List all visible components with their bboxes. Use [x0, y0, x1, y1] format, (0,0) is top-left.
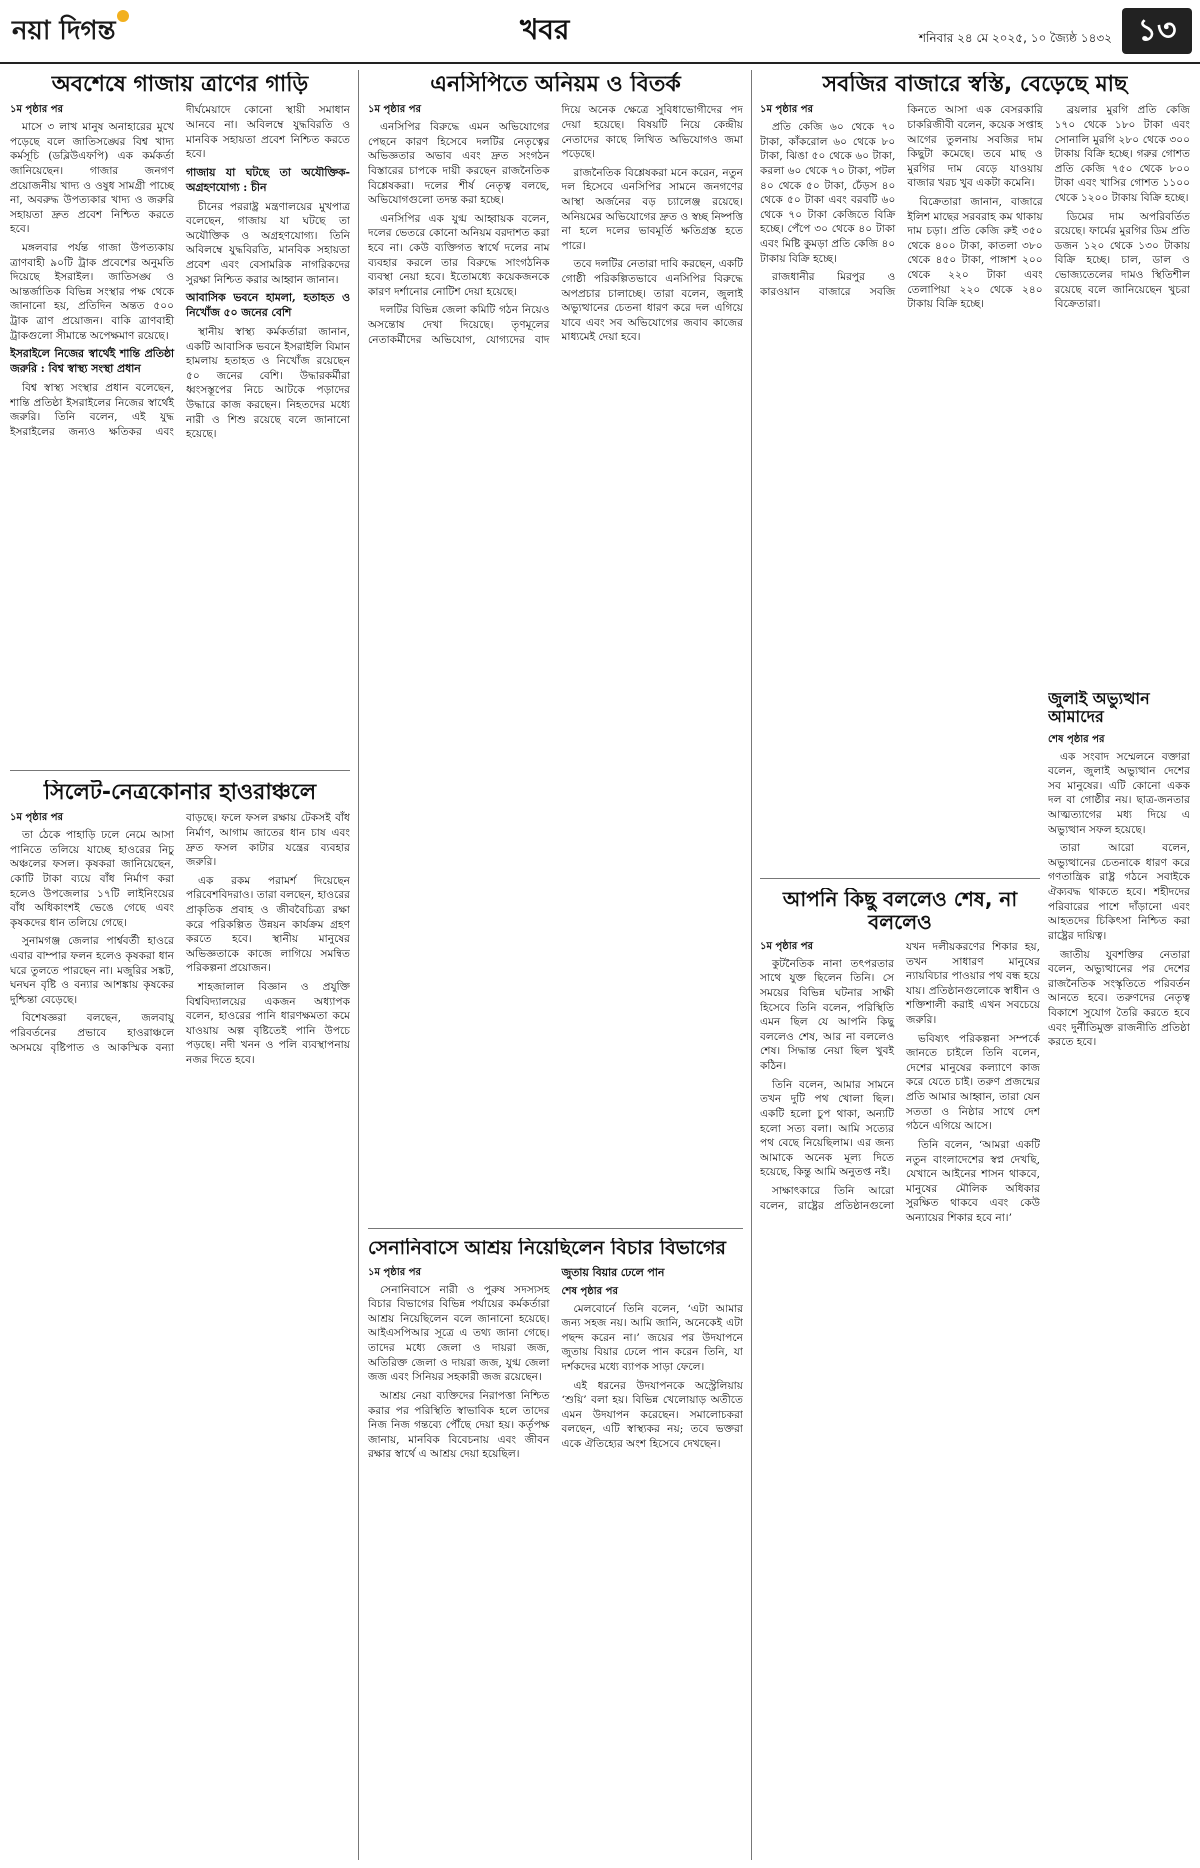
story-kicker: ১ম পৃষ্ঠার পর: [760, 941, 813, 952]
divider: [751, 70, 752, 1860]
section-title: খবর: [520, 13, 570, 46]
story-kicker: ১ম পৃষ্ঠার পর: [760, 104, 813, 116]
divider: [358, 70, 359, 1860]
story-haor: [10, 780, 350, 1860]
page-number: ১৩: [1122, 8, 1192, 54]
divider: [10, 770, 350, 771]
story-body: [1048, 733, 1190, 1050]
paragraph: কুটনৈতিক নানা তৎপরতার সাথে যুক্ত ছিলেন তিনি। সে সময়ের বিভিন্ন ঘটনার সাক্ষী হিসেবে তিনি বলেন, পরিস্থিতি এমন ছিল যে আপনি কিছু বললেও শেষ, আর না বললেও শেষ। সিদ্ধান্ত নেয়া ছিল খুবই কঠিন।: [760, 957, 894, 1073]
paragraph: বিশ্ব স্বাস্থ্য সংস্থার প্রধান বলেছেন, শান্তি প্রতিষ্ঠা ইসরাইলের নিজের স্বার্থেই জরুরি। তিনি বলেন, এই যুদ্ধ ইসরাইলের জন্যও ক্ষতিকর এবং দীর্ঘমেয়াদে কোনো স্থায়ী সমাধান আনবে না। অবিলম্বে যুদ্ধবিরতি ও মানবিক সহায়তা প্রবেশ নিশ্চিত করতে হবে।: [10, 104, 350, 438]
paragraph: ভবিষ্যৎ পরিকল্পনা সম্পর্কে জানতে চাইলে তিনি বলেন, দেশের মানুষের কল্যাণে কাজ করে যেতে চাই। তরুণ প্রজন্মের প্রতি আমার আহ্বান, তারা যেন সততা ও নিষ্ঠার সাথে দেশ গঠনে এগিয়ে আসে।: [906, 1032, 1040, 1133]
paragraph: জাতীয় যুবশক্তির নেতারা বলেন, অভ্যুত্থানের পর দেশের রাজনৈতিক সংস্কৃতিতে পরিবর্তন আনতে হবে। তরুণদের নেতৃত্ব বিকাশে সুযোগ তৈরি করতে হবে এবং দুর্নীতিমুক্ত রাজনীতি প্রতিষ্ঠা করতে হবে।: [1048, 948, 1190, 1049]
story-cantonment: [368, 1238, 743, 1858]
paragraph: প্রতি কেজি ৬০ থেকে ৭০ টাকা, কাঁকরোল ৬০ থেকে ৮০ টাকা, ঝিঙা ৫০ থেকে ৬০ টাকা, করলা ৬০ থেকে ৭০ টাকা, পটল ৪০ থেকে ৫০ টাকা, ঢেঁড়স ৪০ থেকে ৫০ টাকা এবং বরবটি ৬০ থেকে ৭০ টাকা কেজিতে বিক্রি হচ্ছে। পেঁপে ৩০ থেকে ৪০ টাকা এবং মিষ্টি কুমড়া প্রতি কেজি ৪০ টাকায় বিক্রি হচ্ছে।: [760, 121, 896, 265]
paragraph: এক রকম পরামর্শ দিয়েছেন পরিবেশবিদরাও। তারা বলছেন, হাওরের প্রাকৃতিক প্রবাহ ও জীববৈচিত্র্য রক্ষা করে পরিকল্পিত উন্নয়ন কার্যক্রম গ্রহণ করতে হবে। স্থানীয় মানুষের অভিজ্ঞতাকে কাজে লাগিয়ে সমন্বিত পরিকল্পনা প্রয়োজন।: [186, 874, 350, 975]
story-body: [368, 1266, 743, 1462]
story-ncp: [368, 72, 743, 1222]
story-headline: সবজির বাজারে স্বস্তি, বেড়েছে মাছ: [822, 72, 1128, 97]
newspaper-logo: নয়া দিগন্ত: [12, 10, 129, 54]
story-july: [1048, 690, 1190, 1858]
story-kicker: ১ম পৃষ্ঠার পর: [368, 1266, 421, 1278]
paragraph: মাসে ৩ লাখ মানুষ অনাহারের মুখে পড়েছে বলে জাতিসঙ্ঘের বিশ্ব খাদ্য কর্মসূচি (ডব্লিউএফপি) এক কর্মকর্তা জানিয়েছেন। গাজার জনগণ প্রয়োজনীয় খাদ্য ও ওষুধ সামগ্রী পাচ্ছে না, অবরুদ্ধ উপত্যকার খাদ্য ও জরুরি সহায়তা দ্রুত প্রবেশ নিশ্চিত করতে হবে।: [10, 121, 174, 236]
paragraph: দলটির বিভিন্ন জেলা কমিটি গঠন নিয়েও অসন্তোষ দেখা দিয়েছে। তৃণমূলের নেতাকর্মীদের অভিযোগ, যোগ্যদের বাদ দিয়ে অনেক ক্ষেত্রে সুবিধাভোগীদের পদ দেয়া হয়েছে। বিষয়টি নিয়ে কেন্দ্রীয় নেতাদের কাছে লিখিত অভিযোগও জমা পড়েছে।: [368, 104, 743, 346]
paragraph: সুনামগঞ্জ জেলার পার্শ্ববর্তী হাওরে এবার বাম্পার ফলন হলেও কৃষকরা ধান ঘরে তুলতে পারছেন না। মজুরির সঙ্কট, ঘনঘন বৃষ্টি ও বন্যার আশঙ্কায় কৃষকের দুশ্চিন্তা বেড়েছে।: [10, 935, 174, 1006]
paragraph: তারা আরো বলেন, অভ্যুত্থানের চেতনাকে ধারণ করে গণতান্ত্রিক রাষ্ট্র গঠনে সবাইকে ঐক্যবদ্ধ থাকতে হবে। শহীদদের পরিবারের পাশে দাঁড়ানো এবং আহতদের চিকিৎসা নিশ্চিত করা রাষ্ট্রের দায়িত্ব।: [1048, 842, 1190, 942]
paragraph: সাক্ষাৎকারে তিনি আরো বলেন, রাষ্ট্রের প্রতিষ্ঠানগুলো যখন দলীয়করণের শিকার হয়, তখন সাধারণ মানুষের ন্যায়বিচার পাওয়ার পথ বন্ধ হয়ে যায়। প্রতিষ্ঠানগুলোকে স্বাধীন ও শক্তিশালী করাই এখন সবচেয়ে জরুরি।: [760, 941, 1040, 1212]
paragraph: এক সংবাদ সম্মেলনে বক্তারা বলেন, জুলাই অভ্যুত্থান দেশের সব মানুষের। এটি কোনো একক দল বা গোষ্ঠীর নয়। ছাত্র-জনতার আত্মত্যাগের মধ্য দিয়ে এ অভ্যুত্থান সফল হয়েছে।: [1048, 750, 1190, 836]
paragraph: রাজধানীর মিরপুর ও কারওয়ান বাজারে সবজি কিনতে আসা এক বেসরকারি চাকরিজীবী বলেন, কয়েক সপ্তাহ আগের তুলনায় সবজির দাম কিছুটা কমেছে। তবে মাছ ও মুরগির দাম বেড়ে যাওয়ায় বাজার খরচ খুব একটা কমেনি।: [760, 104, 1043, 298]
paragraph: আশ্রয় নেয়া ব্যক্তিদের নিরাপত্তা নিশ্চিত করার পর পরিস্থিতি স্বাভাবিক হলে তাদের নিজ নিজ গন্তব্যে পৌঁছে দেয়া হয়। কর্তৃপক্ষ জানায়, মানবিক বিবেচনায় এবং জীবন রক্ষার স্বার্থে এ আশ্রয় দেয়া হয়েছিল।: [368, 1389, 550, 1461]
paragraph: স্থানীয় স্বাস্থ্য কর্মকর্তারা জানান, একটি আবাসিক ভবনে ইসরাইলি বিমান হামলায় হতাহত ও নিখোঁজ রয়েছেন ৫০ জনের বেশি। উদ্ধারকর্মীরা ধ্বংসস্তূপের নিচে আটকে পড়াদের উদ্ধারে কাজ করছেন। নিহতদের মধ্যে নারী ও শিশু রয়েছে বলে জানানো হয়েছে।: [186, 325, 350, 441]
paragraph: এই ধরনের উদযাপনকে অস্ট্রেলিয়ায় ‘শুয়ি’ বলা হয়। বিভিন্ন খেলোয়াড় অতীতে এমন উদযাপন করেছেন। সমালোচকরা বলছেন, এটি স্বাস্থ্যকর নয়; তবে ভক্তরা একে ঐতিহ্যের অংশ হিসেবে দেখছেন।: [561, 1379, 743, 1451]
masthead: [0, 0, 1200, 64]
date-line: শনিবার ২৪ মে ২০২৫, ১০ জ্যৈষ্ঠ ১৪৩২: [918, 31, 1112, 45]
story-headline: জুলাই অভ্যুত্থান আমাদের: [1048, 690, 1150, 727]
paragraph: মঙ্গলবার পর্যন্ত গাজা উপত্যকায় ত্রাণবাহী ৯০টি ট্রাক প্রবেশের অনুমতি দিয়েছে ইসরাইল। জাতিসঙ্ঘ ও আন্তর্জাতিক বিভিন্ন সংস্থার পক্ষ থেকে জানানো হয়, প্রতিদিন অন্তত ৫০০ ট্রাক ত্রাণ প্রয়োজন। বাকি ত্রাণবাহী ট্রাকগুলো সীমান্তে অপেক্ষমাণ রয়েছে।: [10, 241, 174, 342]
divider: [760, 878, 1040, 879]
story-gaza: [10, 72, 350, 762]
subheading: ইসরাইলে নিজের স্বার্থেই শান্তি প্রতিষ্ঠা জরুরি : বিশ্ব স্বাস্থ্য সংস্থা প্রধান: [10, 347, 174, 376]
story-headline: অবশেষে গাজায় ত্রাণের গাড়ি: [51, 72, 309, 97]
story-body: [10, 811, 350, 1067]
paragraph: চীনের পররাষ্ট্র মন্ত্রণালয়ের মুখপাত্র বলেছেন, গাজায় যা ঘটছে তা অযৌক্তিক ও অগ্রহণযোগ্য। তিনি অবিলম্বে যুদ্ধবিরতি, মানবিক সহায়তা প্রবেশ এবং বেসামরিক নাগরিকদের সুরক্ষা নিশ্চিত করার আহ্বান জানান।: [186, 200, 350, 286]
paragraph: মেলবোর্নে তিনি বলেন, ‘এটা আমার জন্য সহজ নয়। আমি জানি, অনেকেই এটা পছন্দ করেন না।’ জয়ের পর উদযাপনে জুতায় বিয়ার ঢেলে পান করেন তিনি, যা দর্শকদের মধ্যে ব্যাপক সাড়া ফেলে।: [561, 1302, 743, 1373]
story-body: [760, 103, 1190, 312]
paragraph: বিক্রেতারা জানান, বাজারে ইলিশ মাছের সরবরাহ কম থাকায় দাম চড়া। প্রতি কেজি রুই ৩৫০ থেকে ৪০০ টাকা, কাতলা ৩৮০ থেকে ৪৫০ টাকা, পাঙ্গাশ ২০০ থেকে ২২০ টাকা এবং তেলাপিয়া ২২০ থেকে ২৪০ টাকায় বিক্রি হচ্ছে।: [907, 195, 1043, 311]
subheading: গাজায় যা ঘটছে তা অযৌক্তিক-অগ্রহণযোগ্য : চীন: [186, 165, 350, 194]
story-headline: সেনানিবাসে আশ্রয় নিয়েছিলেন বিচার বিভাগের: [368, 1238, 726, 1259]
paragraph: ডিমের দাম অপরিবর্তিত রয়েছে। ফার্মের মুরগির ডিম প্রতি ডজন ১২০ থেকে ১৩০ টাকায় বিক্রি হচ্ছে। চাল, ডাল ও ভোজ্যতেলের দামও স্থিতিশীল রয়েছে বলে জানিয়েছেন খুচরা বিক্রেতারা।: [1054, 210, 1190, 311]
paragraph: এনসিপির বিরুদ্ধে এমন অভিযোগের পেছনে কারণ হিসেবে দলটির নেতৃত্বের অভিজ্ঞতার অভাব এবং দ্রুত সংগঠন বিস্তারের চাপকে দায়ী করছেন রাজনৈতিক বিশ্লেষকরা। দলের শীর্ষ নেতৃত্ব বলছে, অভিযোগগুলো তদন্ত করা হচ্ছে।: [368, 121, 550, 207]
sun-icon: [117, 10, 129, 22]
paragraph: এনসিপির এক যুগ্ম আহ্বায়ক বলেন, দলের ভেতরে কোনো অনিয়ম বরদাশত করা হবে না। কেউ ব্যক্তিগত স্বার্থে দলের নাম ব্যবহার করলে তার বিরুদ্ধে সাংগঠনিক ব্যবস্থা নেয়া হবে। ইতোমধ্যে কয়েকজনকে কারণ দর্শানোর নোটিশ দেয়া হয়েছে।: [368, 212, 550, 298]
story-body: [10, 103, 350, 442]
paragraph: তবে দলটির নেতারা দাবি করছেন, একটি গোষ্ঠী পরিকল্পিতভাবে এনসিপির বিরুদ্ধে অপপ্রচার চালাচ্ছে। তারা বলেন, জুলাই অভ্যুত্থানের চেতনা ধারণ করে দল এগিয়ে যাবে এবং সব অভিযোগের জবাব কাজের মাধ্যমেই দেয়া হবে।: [561, 258, 743, 344]
story-kicker: ১ম পৃষ্ঠার পর: [10, 104, 63, 116]
paragraph: রাজনৈতিক বিশ্লেষকরা মনে করেন, নতুন দল হিসেবে এনসিপির সামনে জনগণের আস্থা অর্জনের বড় চ্যালেঞ্জ রয়েছে। অনিয়মের অভিযোগের দ্রুত ও স্বচ্ছ নিষ্পত্তি না হলে দলের ভাবমূর্তি ক্ষতিগ্রস্ত হতে পারে।: [561, 166, 743, 252]
paragraph: তা ঠেকে পাহাড়ি ঢলে নেমে আসা পানিতে তলিয়ে যাচ্ছে হাওরের নিচু অঞ্চলের ফসল। কৃষকরা জানিয়েছেন, কোটি টাকা ব্যয়ে বাঁধ নির্মাণ করা হলেও উপজেলার ১৭টি লাইনিংয়ের বাঁধ অধিকাংশই ভেঙে গেছে এবং কৃষকদের ধান তলিয়ে গেছে।: [10, 829, 174, 929]
story-body: [760, 940, 1040, 1226]
story-kicker: শেষ পৃষ্ঠার পর: [561, 1285, 618, 1297]
story-headline: এনসিপিতে অনিয়ম ও বিতর্ক: [430, 72, 681, 97]
paragraph: তিনি বলেন, ‘আমরা একটি নতুন বাংলাদেশের স্বপ্ন দেখছি, যেখানে আইনের শাসন থাকবে, মানুষের মৌলিক অধিকার সুরক্ষিত থাকবে এবং কেউ অন্যায়ের শিকার হবে না।’: [906, 1138, 1040, 1224]
paragraph: তিনি বলেন, আমার সামনে তখন দুটি পথ খোলা ছিল। একটি হলো চুপ থাকা, অন্যটি হলো সত্য বলা। আমি সত্যের পথ বেছে নিয়েছিলাম। এর জন্য আমাকে অনেক মূল্য দিতে হয়েছে, কিন্তু আমি অনুতপ্ত নই।: [760, 1078, 894, 1179]
paragraph: ব্রয়লার মুরগি প্রতি কেজি ১৭০ থেকে ১৮০ টাকা এবং সোনালি মুরগি ২৮০ থেকে ৩০০ টাকায় বিক্রি হচ্ছে। গরুর গোশত প্রতি কেজি ৭৫০ থেকে ৮০০ টাকা এবং খাসির গোশত ১১০০ থেকে ১২০০ টাকায় বিক্রি হচ্ছে।: [1054, 104, 1190, 204]
paragraph: বিশেষজ্ঞরা বলছেন, জলবায়ু পরিবর্তনের প্রভাবে হাওরাঞ্চলে অসময়ে বৃষ্টিপাত ও আকস্মিক বন্যা বাড়ছে। ফলে ফসল রক্ষায় টেকসই বাঁধ নির্মাণ, আগাম জাতের ধান চাষ এবং দ্রুত ফসল কাটার যন্ত্রের ব্যবহার জরুরি।: [10, 812, 350, 1054]
divider: [368, 1228, 743, 1229]
paragraph: সেনানিবাসে নারী ও পুরুষ সদস্যসহ বিচার বিভাগের বিভিন্ন পর্যায়ের কর্মকর্তারা আশ্রয় নিয়েছিলেন বলে জানানো হয়েছে। আইএসপিআর সূত্রে এ তথ্য জানা গেছে। তাদের মধ্যে জেলা ও দায়রা জজ, অতিরিক্ত জেলা ও দায়রা জজ, যুগ্ম জেলা জজ এবং সিনিয়র সহকারী জজ রয়েছেন।: [368, 1283, 550, 1384]
story-kicker: ১ম পৃষ্ঠার পর: [10, 812, 63, 824]
paragraph: শাহজালাল বিজ্ঞান ও প্রযুক্তি বিশ্ববিদ্যালয়ের একজন অধ্যাপক বলেন, হাওরের পানি ধারণক্ষমতা কমে যাওয়ায় অল্প বৃষ্টিতেই পানি উপচে পড়ছে। নদী খনন ও পলি ব্যবস্থাপনায় নজর দিতে হবে।: [186, 981, 350, 1067]
story-interview: [760, 888, 1040, 1858]
story-body: [368, 103, 743, 348]
story-kicker: ১ম পৃষ্ঠার পর: [368, 104, 421, 116]
subheading: আবাসিক ভবনে হামলা, হতাহত ও নিখোঁজ ৫০ জনের বেশি: [186, 291, 350, 320]
story-headline: আপনি কিছু বললেও শেষ, না বললেও: [782, 888, 1018, 934]
subheading: জুতায় বিয়ার ঢেলে পান: [561, 1265, 665, 1279]
story-headline: সিলেট-নেত্রকোনার হাওরাঞ্চলে: [43, 780, 317, 805]
story-kicker: শেষ পৃষ্ঠার পর: [1048, 733, 1105, 745]
